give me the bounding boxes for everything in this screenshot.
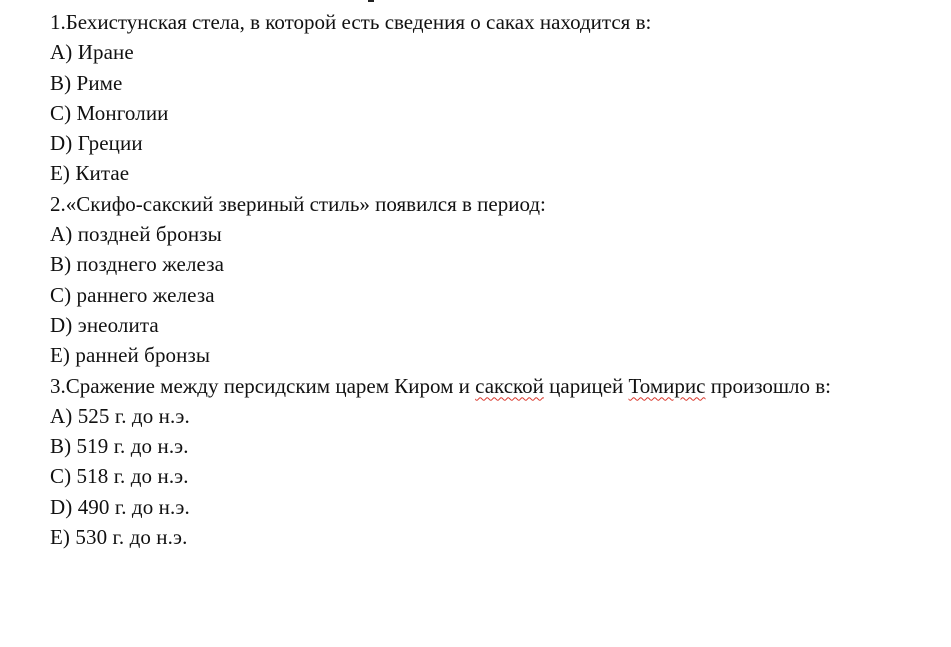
- question-3-text-part-1: 3.Сражение между персидским царем Киром и: [50, 373, 476, 398]
- question-3-text-part-2: царицей: [543, 373, 629, 398]
- spellcheck-flagged-word-saka[interactable]: сакской: [475, 373, 544, 398]
- question-3-option-b: B) 519 г. до н.э.: [50, 434, 189, 459]
- question-1-option-d: D) Греции: [50, 131, 143, 156]
- question-3-option-a: A) 525 г. до н.э.: [50, 403, 190, 428]
- question-1-option-a: A) Иране: [50, 40, 134, 65]
- question-1-option-c: C) Монголии: [50, 100, 169, 125]
- document-body: [50, 7, 940, 552]
- cropped-text-fragment: [368, 0, 374, 2]
- question-3-text: [50, 371, 940, 401]
- question-2-option-d: D) энеолита: [50, 312, 159, 337]
- question-3-option-e: E) 530 г. до н.э.: [50, 525, 188, 550]
- question-1-option-e: E) Китае: [50, 161, 130, 186]
- question-3-text-part-3: произошло в:: [705, 373, 832, 398]
- question-2-text: 2.«Скифо-сакский звериный стиль» появился в период:: [50, 191, 546, 216]
- question-1-text: 1.Бехистунская стела, в которой есть сведения о саках находится в:: [50, 10, 652, 34]
- question-2-option-e: E) ранней бронзы: [50, 343, 211, 368]
- question-3-option-c: C) 518 г. до н.э.: [50, 464, 189, 489]
- question-2-option-b: B) позднего железа: [50, 252, 225, 277]
- question-3-option-d: D) 490 г. до н.э.: [50, 494, 190, 519]
- question-2-option-c: C) раннего железа: [50, 282, 215, 307]
- question-1-option-b: B) Риме: [50, 70, 123, 95]
- question-2-option-a: A) поздней бронзы: [50, 222, 222, 247]
- spellcheck-flagged-word-tomyris[interactable]: Томирис: [628, 373, 706, 398]
